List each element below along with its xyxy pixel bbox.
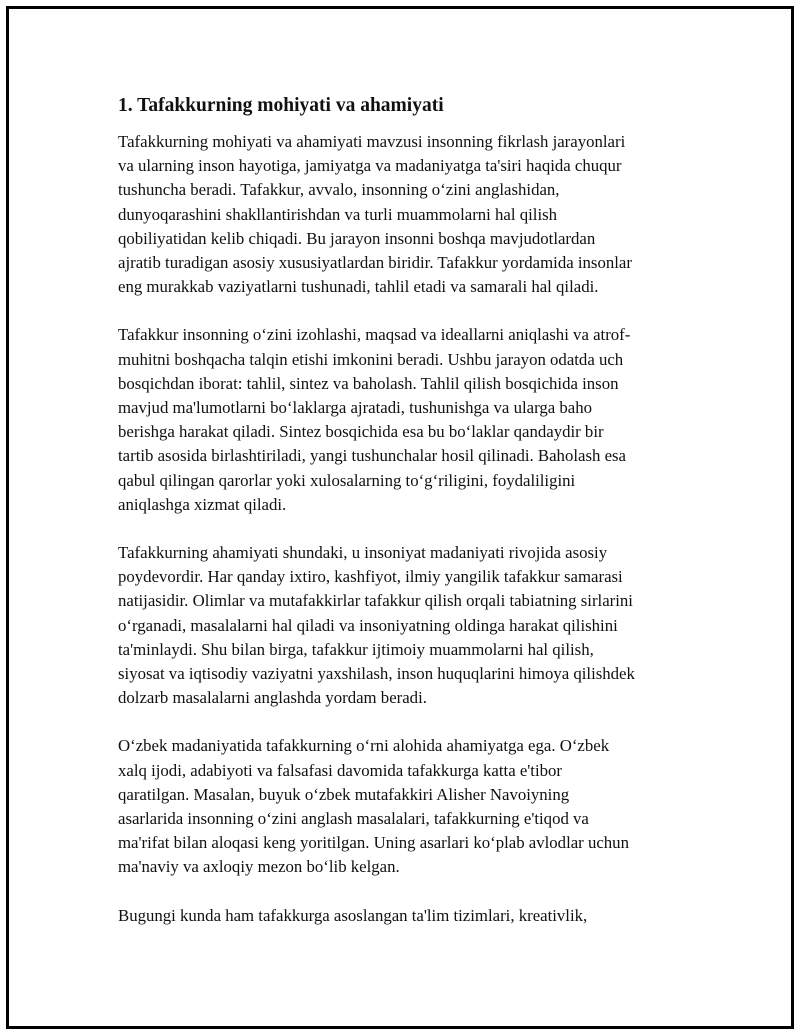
text-line: va ularning inson hayotiga, jamiyatga va madaniyatga ta'siri haqida chuqur <box>118 156 622 176</box>
text-line: berishga harakat qiladi. Sintez bosqichida esa bu bo‘laklar qandaydir bir <box>118 422 604 442</box>
text-line: O‘zbek madaniyatida tafakkurning o‘rni alohida ahamiyatga ega. O‘zbek <box>118 736 610 756</box>
text-line: Tafakkur insonning o‘zini izohlashi, maqsad va ideallarni aniqlashi va atrof- <box>118 325 631 345</box>
paragraph-2 <box>118 323 693 517</box>
text-line: mavjud ma'lumotlarni bo‘laklarga ajratadi, tushunishga va ularga baho <box>118 398 593 418</box>
text-line: asarlarida insonning o‘zini anglash masalalari, tafakkurning e'tiqod va <box>118 809 589 829</box>
paragraph-3 <box>118 541 693 710</box>
document-body <box>118 92 693 952</box>
text-line: poydevordir. Har qanday ixtiro, kashfiyot, ilmiy yangilik tafakkur samarasi <box>118 567 623 587</box>
text-line: ma'rifat bilan aloqasi keng yoritilgan. Uning asarlari ko‘plab avlodlar uchun <box>118 833 629 853</box>
text-line: ta'minlaydi. Shu bilan birga, tafakkur ijtimoiy muammolarni hal qilish, <box>118 639 594 659</box>
text-line: tartib asosida birlashtiriladi, yangi tushunchalar hosil qilinadi. Baholash esa <box>118 446 626 466</box>
paragraph-5 <box>118 904 693 928</box>
text-line: muhitni boshqacha talqin etishi imkonini beradi. Ushbu jarayon odatda uch <box>118 349 624 369</box>
text-line: Tafakkurning mohiyati va ahamiyati mavzusi insonning fikrlash jarayonlari <box>118 132 626 151</box>
paragraph-4 <box>118 734 693 879</box>
text-line: eng murakkab vaziyatlarni tushunadi, tahlil etadi va samarali hal qiladi. <box>118 277 599 297</box>
text-line: tushuncha beradi. Tafakkur, avvalo, insonning o‘zini anglashidan, <box>118 180 560 200</box>
section-heading: 1. Tafakkurning mohiyati va ahamiyati <box>118 95 444 116</box>
text-line: ajratib turadigan asosiy xususiyatlardan biridir. Tafakkur yordamida insonlar <box>118 253 632 273</box>
text-line: qobiliyatidan kelib chiqadi. Bu jarayon insonni boshqa mavjudotlardan <box>118 228 596 248</box>
text-line: o‘rganadi, masalalarni hal qiladi va insoniyatning oldinga harakat qilishini <box>118 615 618 635</box>
text-line: siyosat va iqtisodiy vaziyatni yaxshilash, inson huquqlarini himoya qilishdek <box>118 664 635 684</box>
text-line: dunyoqarashini shakllantirishdan va turli muammolarni hal qilish <box>118 204 558 224</box>
text-line: Bugungi kunda ham tafakkurga asoslangan ta'lim tizimlari, kreativlik, <box>118 905 588 925</box>
text-line: dolzarb masalalarni anglashda yordam beradi. <box>118 688 427 708</box>
text-line: qaratilgan. Masalan, buyuk o‘zbek mutafakkiri Alisher Navoiyning <box>118 784 570 804</box>
text-line: xalq ijodi, adabiyoti va falsafasi davomida tafakkurga katta e'tibor <box>118 760 563 780</box>
text-line: aniqlashga xizmat qiladi. <box>118 494 287 514</box>
text-line: qabul qilingan qarorlar yoki xulosalarning to‘g‘riligini, foydaliligini <box>118 470 576 490</box>
text-line: ma'naviy va axloqiy mezon bo‘lib kelgan. <box>118 857 400 877</box>
text-line: natijasidir. Olimlar va mutafakkirlar tafakkur qilish orqali tabiatning sirlarini <box>118 591 633 611</box>
text-line: bosqichdan iborat: tahlil, sintez va baholash. Tahlil qilish bosqichida inson <box>118 373 619 393</box>
paragraph-1 <box>118 130 693 299</box>
text-line: Tafakkurning ahamiyati shundaki, u insoniyat madaniyati rivojida asosiy <box>118 543 608 563</box>
